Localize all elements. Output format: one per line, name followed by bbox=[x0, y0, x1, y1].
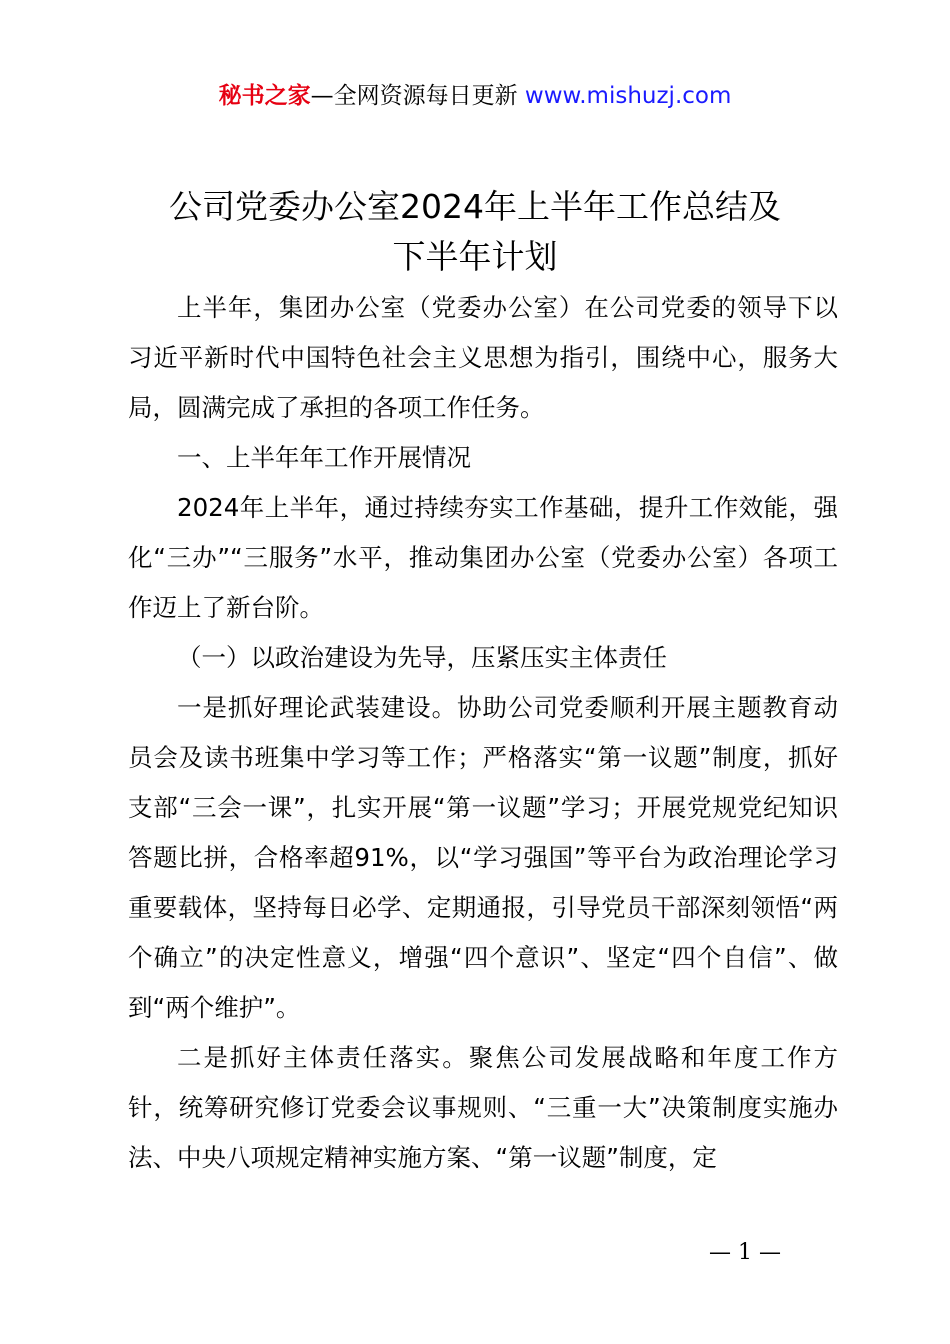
title-line-2: 下半年计划 bbox=[392, 237, 558, 276]
site-url-link[interactable]: www.mishuzj.com bbox=[524, 83, 732, 109]
title-line-1: 公司党委办公室2024年上半年工作总结及 bbox=[169, 187, 781, 226]
site-header bbox=[0, 80, 950, 112]
paragraph-overview: 2024年上半年，通过持续夯实工作基础，提升工作效能，强化“三办”“三服务”水平，推动集团办公室（党委办公室）各项工作迈上了新台阶。 bbox=[128, 493, 838, 622]
document-body bbox=[128, 283, 838, 1183]
page-number: — 1 — bbox=[709, 1240, 781, 1265]
paragraph-theory: 一是抓好理论武装建设。协助公司党委顺利开展主题教育动员会及读书班集中学习等工作；严格落实“第一议题”制度，抓好支部“三会一课”，扎实开展“第一议题”学习；开展党规党纪知识答题比拼，合格率超91%，以“学习强国”等平台为政治理论学习重要载体，坚持每日必学、定期通报，引导党员干部深刻领悟“两个确立”的决定性意义，增强“四个意识”、坚定“四个自信”、做到“两个维护”。 bbox=[128, 693, 838, 1022]
subsection-heading-1: （一）以政治建设为先导，压紧压实主体责任 bbox=[177, 643, 667, 672]
document-title bbox=[0, 182, 950, 282]
site-brand: 秘书之家 bbox=[218, 83, 311, 109]
paragraph-intro: 上半年，集团办公室（党委办公室）在公司党委的领导下以习近平新时代中国特色社会主义思想为指引，围绕中心，服务大局，圆满完成了承担的各项工作任务。 bbox=[128, 293, 838, 422]
section-heading-1: 一、上半年年工作开展情况 bbox=[177, 443, 471, 472]
site-tagline: —全网资源每日更新 bbox=[310, 83, 518, 109]
paragraph-responsibility: 二是抓好主体责任落实。聚焦公司发展战略和年度工作方针，统筹研究修订党委会议事规则、“三重一大”决策制度实施办法、中央八项规定精神实施方案、“第一议题”制度，定 bbox=[128, 1043, 838, 1172]
